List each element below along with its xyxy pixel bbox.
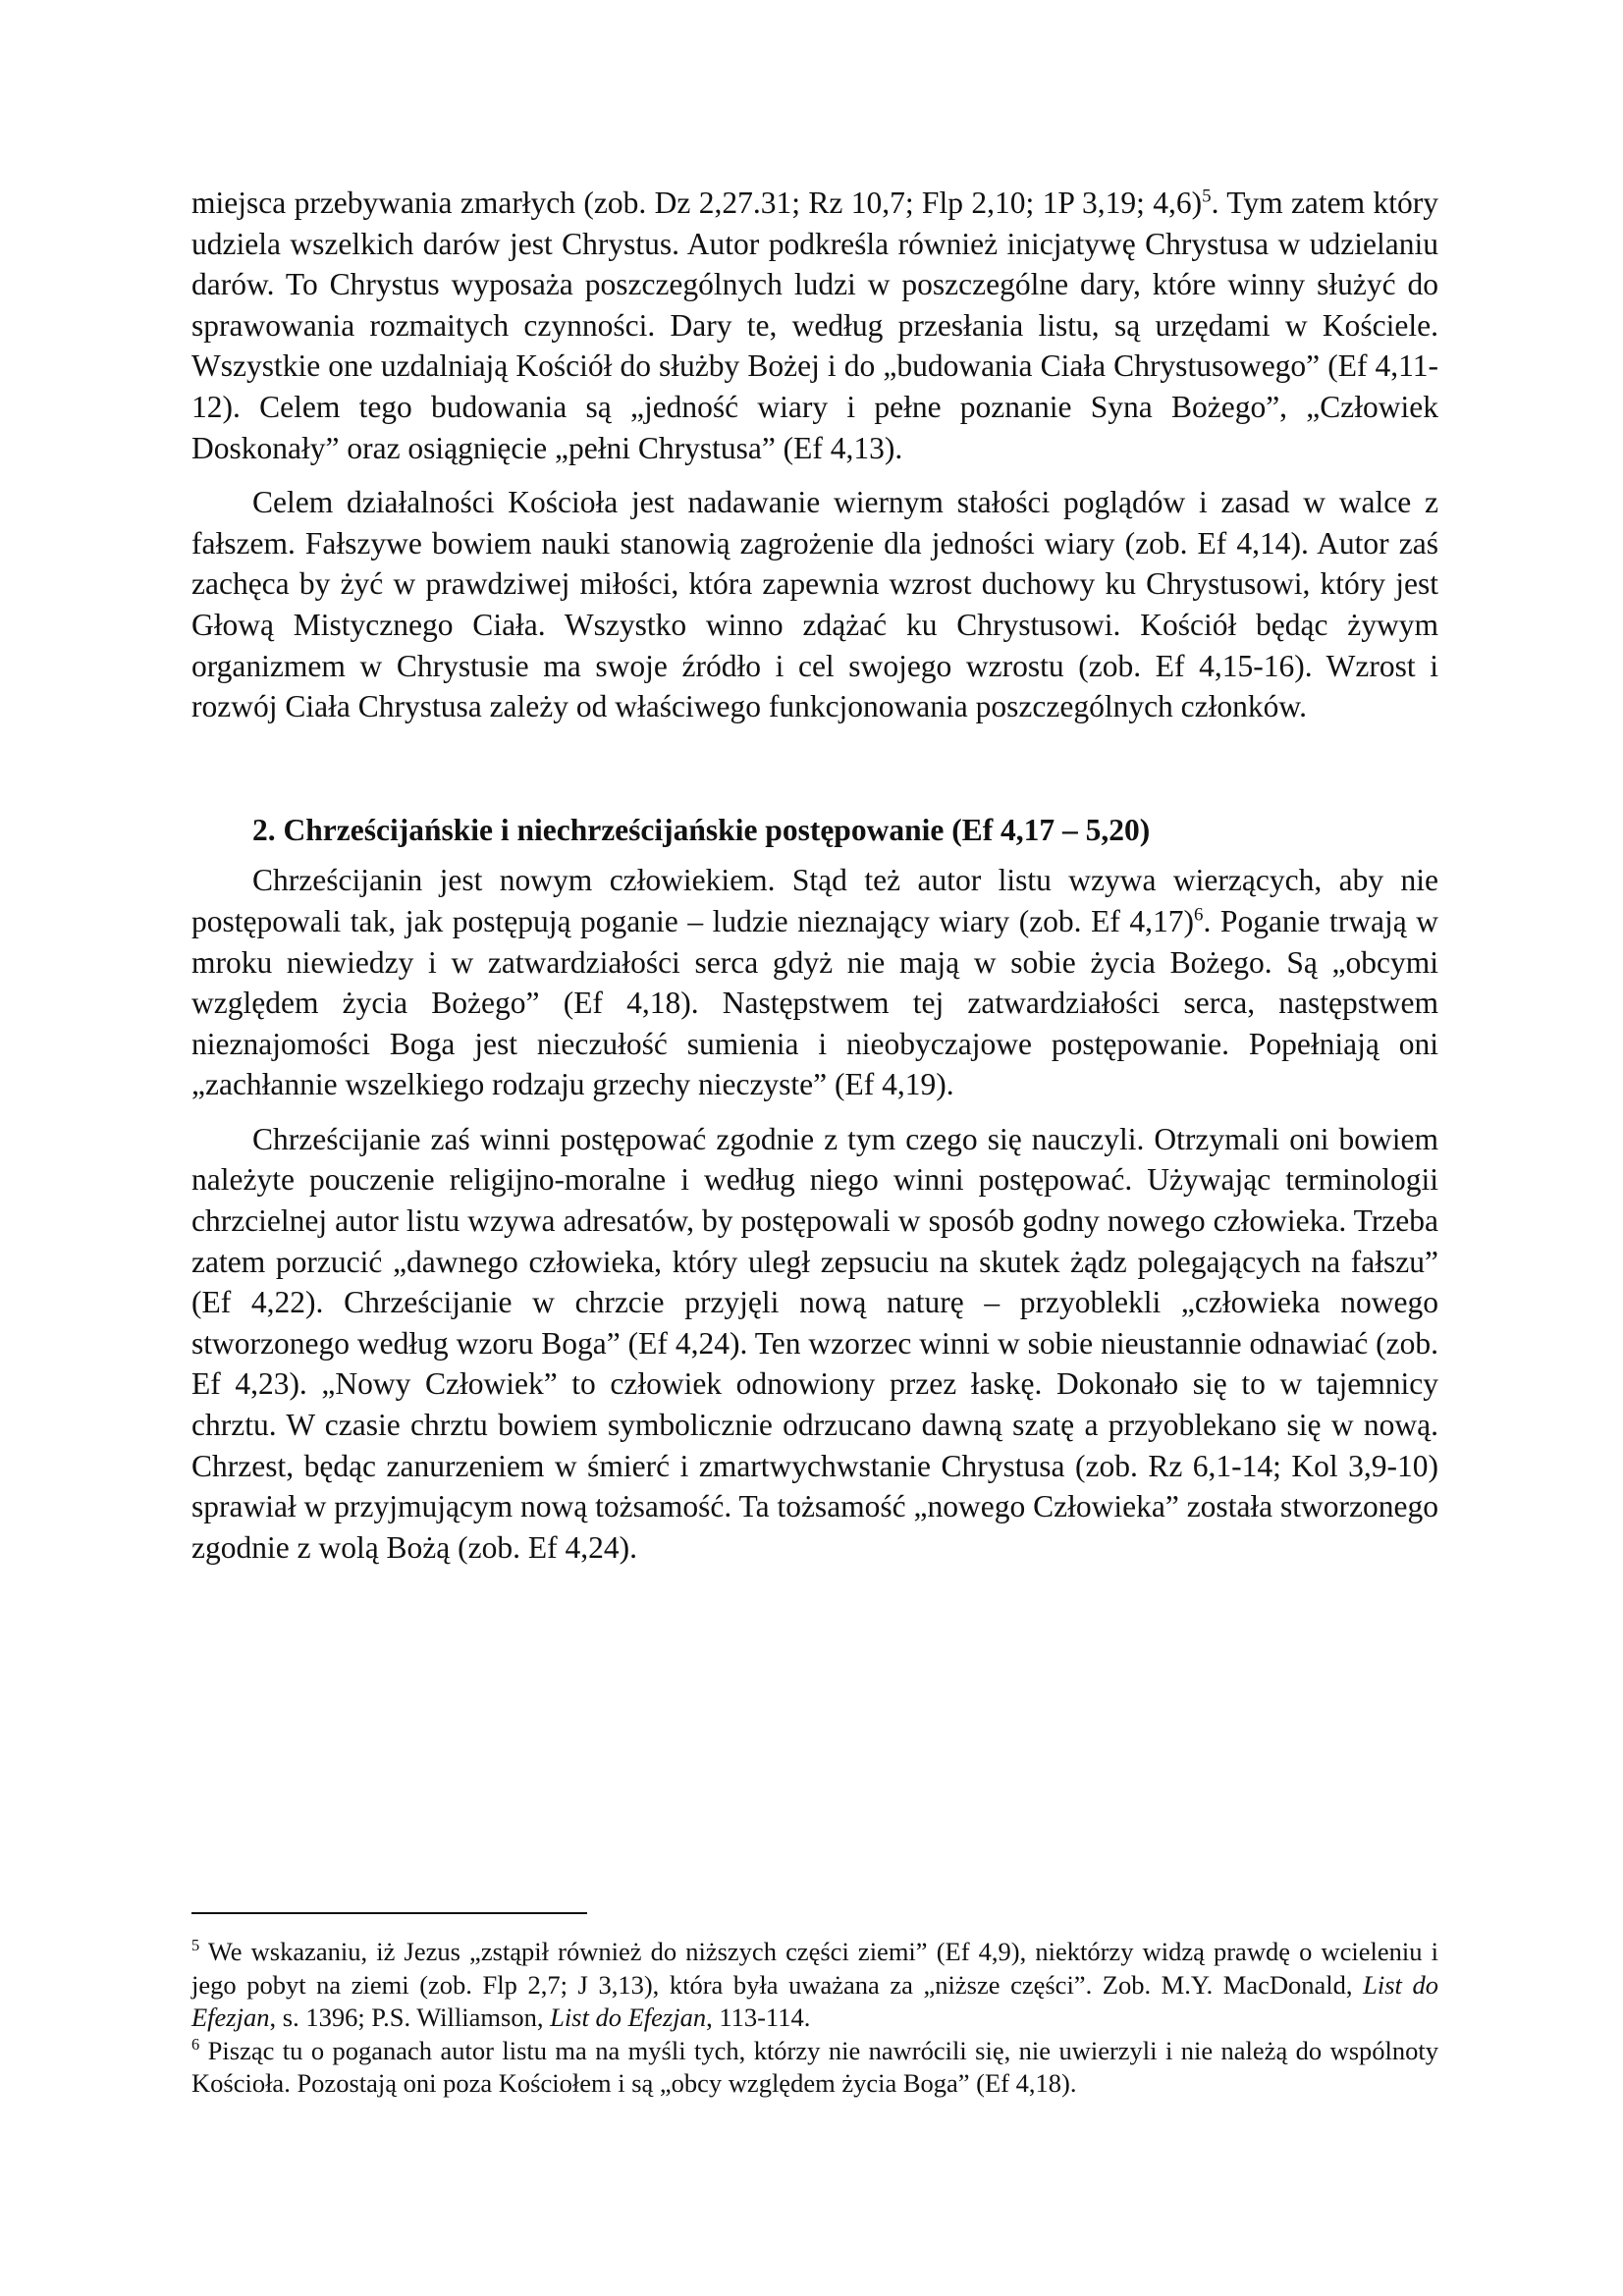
footnote-text: Pisząc tu o poganach autor listu ma na myśli tych, którzy nie nawrócili się, nie uwierzyli i nie należą do wspólnoty Kościoła. Pozostają oni poza Kościołem i są „obcy względem życia Boga” (Ef 4,18). (191, 2035, 1438, 2098)
section-gap (191, 727, 1438, 810)
paragraph-gap (191, 468, 1438, 482)
footnote-book-title: List do Efezjan (191, 1969, 1439, 2032)
paragraph-3-text-a: Chrześcijanin jest nowym człowiekiem. Stąd też autor listu wzywa wierzących, aby nie postępowali tak, jak postępują poganie – ludzie nieznający wiary (zob. Ef 4,17) (191, 863, 1438, 938)
footnote-separator (191, 1912, 587, 1914)
paragraph-1-text-a: miejsca przebywania zmarłych (zob. Dz 2,27.31; Rz 10,7; Flp 2,10; 1P 3,19; 4,6) (191, 186, 1203, 220)
footnote-text: , 113-114. (706, 2002, 811, 2032)
page-body (191, 183, 1438, 1568)
paragraph-gap (191, 1105, 1438, 1119)
footnote-text: We wskazaniu, iż Jezus „zstąpił również do niższych części ziemi” (Ef 4,9), niektórzy widzą prawdę o wcieleniu i jego pobyt na ziemi (zob. Flp 2,7; J 3,13), która była uważana za „niższe części”. Zob. M.Y. MacDonald, (191, 1937, 1438, 2000)
paragraph-1 (191, 183, 1438, 468)
footnote-text: , s. 1396; P.S. Williamson, (269, 2002, 551, 2032)
heading-gap (191, 850, 1438, 860)
paragraph-2: Celem działalności Kościoła jest nadawanie wiernym stałości poglądów i zasad w walce z fałszem. Fałszywe bowiem nauki stanowią zagrożenie dla jedności wiary (zob. Ef 4,14). Autor zaś zachęca by żyć w prawdziwej miłości, która zapewnia wzrost duchowy ku Chrystusowi, który jest Głową Mistycznego Ciała. Wszystko winno zdążać ku Chrystusowi. Kościół będąc żywym organizmem w Chrystusie ma swoje źródło i cel swojego wzrostu (zob. Ef 4,15-16). Wzrost i rozwój Ciała Chrystusa zależy od właściwego funkcjonowania poszczególnych członków. (191, 485, 1438, 724)
paragraph-1-text-b: . Tym zatem który udziela wszelkich darów jest Chrystus. Autor podkreśla również inicjatywę Chrystusa w udzielaniu darów. To Chrystus wyposaża poszczególnych ludzi w poszczególne dary, które winny służyć do sprawowania rozmaitych czynności. Dary te, według przesłania listu, są urzędami w Kościele. Wszystkie one uzdalniają Kościół do służby Bożej i do „budowania Ciała Chrystusowego” (Ef 4,11-12). Celem tego budowania są „jedność wiary i pełne poznanie Syna Bożego”, „Człowiek Doskonały” oraz osiągnięcie „pełni Chrystusa” (Ef 4,13). (191, 186, 1438, 465)
footnote-book-title: List do Efezjan (550, 2002, 707, 2032)
section-heading: 2. Chrześcijańskie i niechrześcijańskie postępowanie (Ef 4,17 – 5,20) (252, 812, 1151, 847)
footnote-number: 5 (191, 1936, 200, 1955)
footnote-ref-6[interactable]: 6 (1194, 904, 1204, 926)
paragraph-4: Chrześcijanie zaś winni postępować zgodnie z tym czego się nauczyli. Otrzymali oni bowiem należyte pouczenie religijno-moralne i według niego winni postępować. Używając terminologii chrzcielnej autor listu wzywa adresatów, by postępowali w sposób godny nowego człowieka. Trzeba zatem porzucić „dawnego człowieka, który uległ zepsuciu na skutek żądz polegających na fałszu” (Ef 4,22). Chrześcijanie w chrzcie przyjęli nową naturę – przyoblekli „człowieka nowego stworzonego według wzoru Boga” (Ef 4,24). Ten wzorzec winni w sobie nieustannie odnawiać (zob. Ef 4,23). „Nowy Człowiek” to człowiek odnowiony przez łaskę. Dokonało się to w tajemnicy chrztu. W czasie chrztu bowiem symbolicznie odrzucano dawną szatę a przyoblekano się w nową. Chrzest, będąc zanurzeniem w śmierć i zmartwychwstanie Chrystusa (zob. Rz 6,1-14; Kol 3,9-10) sprawiał w przyjmującym nową tożsamość. Ta tożsamość „nowego Człowieka” została stworzonego zgodnie z wolą Bożą (zob. Ef 4,24). (191, 1121, 1438, 1565)
footnote-6 (191, 2035, 1438, 2101)
paragraph-3-text-b: . Poganie trwają w mroku niewiedzy i w zatwardziałości serca gdyż nie mają w sobie życia Bożego. Są „obcymi względem życia Bożego” (Ef 4,18). Następstwem tej zatwardziałości serca, następstwem nieznajomości Boga jest nieczułość sumienia i nieobyczajowe postępowanie. Popełniają oni „zachłannie wszelkiego rodzaju grzechy nieczyste” (Ef 4,19). (191, 903, 1438, 1102)
footnote-ref-5[interactable]: 5 (1202, 186, 1212, 207)
footnote-number: 6 (191, 2034, 200, 2054)
footnote-5 (191, 1936, 1438, 2035)
footnotes-section (191, 1912, 1438, 2101)
paragraph-3 (191, 860, 1438, 1105)
